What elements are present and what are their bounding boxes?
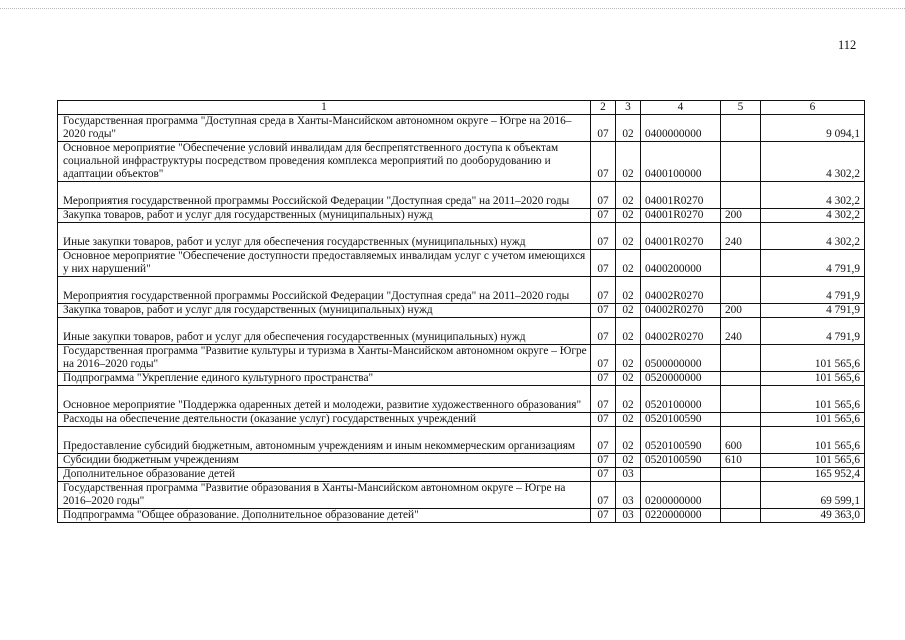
table-row xyxy=(58,223,865,250)
cell-name: Государственная программа "Доступная среда в Ханты-Мансийском автономном округе – Югре на 2016–2020 годы" xyxy=(58,115,591,142)
cell-subsection: 02 xyxy=(616,386,641,413)
cell-amount: 4 791,9 xyxy=(761,277,865,304)
cell-name: Основное мероприятие "Обеспечение доступности предоставляемых инвалидам услуг с учетом имеющихся у них нарушений" xyxy=(58,250,591,277)
table-row xyxy=(58,182,865,209)
table-row xyxy=(58,454,865,468)
cell-subsection: 02 xyxy=(616,427,641,454)
cell-target: 04001R0270 xyxy=(641,209,721,223)
cell-section: 07 xyxy=(591,427,616,454)
budget-table xyxy=(57,100,865,523)
cell-section: 07 xyxy=(591,509,616,523)
cell-section: 07 xyxy=(591,386,616,413)
cell-subsection: 02 xyxy=(616,115,641,142)
cell-name: Расходы на обеспечение деятельности (оказание услуг) государственных учреждений xyxy=(58,413,591,427)
table-header-row xyxy=(58,101,865,115)
cell-section: 07 xyxy=(591,182,616,209)
cell-amount: 165 952,4 xyxy=(761,468,865,482)
cell-subsection: 02 xyxy=(616,209,641,223)
cell-type xyxy=(721,468,761,482)
cell-target: 04001R0270 xyxy=(641,223,721,250)
cell-target: 0200000000 xyxy=(641,482,721,509)
table-row xyxy=(58,142,865,182)
cell-name: Подпрограмма "Укрепление единого культурного пространства" xyxy=(58,372,591,386)
cell-target: 0220000000 xyxy=(641,509,721,523)
cell-type: 200 xyxy=(721,304,761,318)
cell-amount: 4 302,2 xyxy=(761,182,865,209)
cell-target: 04002R0270 xyxy=(641,318,721,345)
cell-subsection: 03 xyxy=(616,468,641,482)
cell-amount: 101 565,6 xyxy=(761,386,865,413)
cell-amount: 9 094,1 xyxy=(761,115,865,142)
cell-section: 07 xyxy=(591,345,616,372)
cell-subsection: 03 xyxy=(616,509,641,523)
cell-section: 07 xyxy=(591,413,616,427)
cell-amount: 4 791,9 xyxy=(761,304,865,318)
table-row xyxy=(58,115,865,142)
cell-target: 0520100590 xyxy=(641,413,721,427)
cell-target: 0500000000 xyxy=(641,345,721,372)
cell-type xyxy=(721,142,761,182)
cell-type: 600 xyxy=(721,427,761,454)
cell-type xyxy=(721,386,761,413)
cell-type: 240 xyxy=(721,318,761,345)
cell-target: 04002R0270 xyxy=(641,277,721,304)
cell-subsection: 02 xyxy=(616,250,641,277)
table-row xyxy=(58,413,865,427)
table-row xyxy=(58,427,865,454)
cell-name: Подпрограмма "Общее образование. Дополнительное образование детей" xyxy=(58,509,591,523)
cell-section: 07 xyxy=(591,223,616,250)
cell-amount: 101 565,6 xyxy=(761,372,865,386)
cell-amount: 4 302,2 xyxy=(761,209,865,223)
cell-subsection: 02 xyxy=(616,413,641,427)
cell-name: Основное мероприятие "Поддержка одаренных детей и молодежи, развитие художественного образования" xyxy=(58,386,591,413)
cell-name: Мероприятия государственной программы Российской Федерации "Доступная среда" на 2011–2020 годы xyxy=(58,182,591,209)
cell-amount: 4 302,2 xyxy=(761,223,865,250)
header-cell-type: 5 xyxy=(721,101,761,115)
cell-name: Предоставление субсидий бюджетным, автономным учреждениям и иным некоммерческим организациям xyxy=(58,427,591,454)
cell-target: 0520000000 xyxy=(641,372,721,386)
cell-subsection: 02 xyxy=(616,142,641,182)
cell-amount: 4 791,9 xyxy=(761,250,865,277)
cell-target: 04002R0270 xyxy=(641,304,721,318)
cell-type: 240 xyxy=(721,223,761,250)
cell-subsection: 02 xyxy=(616,345,641,372)
cell-section: 07 xyxy=(591,142,616,182)
table-row xyxy=(58,277,865,304)
header-cell-name: 1 xyxy=(58,101,591,115)
cell-target: 0520100590 xyxy=(641,454,721,468)
cell-amount: 101 565,6 xyxy=(761,413,865,427)
cell-amount: 69 599,1 xyxy=(761,482,865,509)
cell-name: Государственная программа "Развитие образования в Ханты-Мансийском автономном округе – Югре на 2016–2020 годы" xyxy=(58,482,591,509)
cell-type xyxy=(721,413,761,427)
cell-type: 200 xyxy=(721,209,761,223)
cell-subsection: 02 xyxy=(616,304,641,318)
table-row xyxy=(58,345,865,372)
header-cell-amount: 6 xyxy=(761,101,865,115)
cell-section: 07 xyxy=(591,209,616,223)
table-row xyxy=(58,304,865,318)
cell-amount: 4 302,2 xyxy=(761,142,865,182)
scan-top-rule xyxy=(0,8,905,9)
cell-section: 07 xyxy=(591,115,616,142)
table-row xyxy=(58,250,865,277)
table-row xyxy=(58,318,865,345)
table-row xyxy=(58,509,865,523)
cell-section: 07 xyxy=(591,318,616,345)
cell-target: 0400000000 xyxy=(641,115,721,142)
cell-target: 0520100000 xyxy=(641,386,721,413)
cell-type xyxy=(721,182,761,209)
cell-amount: 4 791,9 xyxy=(761,318,865,345)
cell-type xyxy=(721,115,761,142)
header-cell-section: 2 xyxy=(591,101,616,115)
cell-subsection: 02 xyxy=(616,372,641,386)
table-row xyxy=(58,372,865,386)
cell-name: Мероприятия государственной программы Российской Федерации "Доступная среда" на 2011–2020 годы xyxy=(58,277,591,304)
header-cell-subsection: 3 xyxy=(616,101,641,115)
cell-target: 0400100000 xyxy=(641,142,721,182)
cell-name: Основное мероприятие "Обеспечение условий инвалидам для беспрепятственного доступа к объектам социальной инфраструктуры посредством проведения комплекса мероприятий по дооборудованию и адаптации объектов" xyxy=(58,142,591,182)
cell-section: 07 xyxy=(591,468,616,482)
table-row xyxy=(58,209,865,223)
cell-section: 07 xyxy=(591,372,616,386)
cell-subsection: 02 xyxy=(616,318,641,345)
cell-name: Дополнительное образование детей xyxy=(58,468,591,482)
cell-type xyxy=(721,509,761,523)
cell-section: 07 xyxy=(591,277,616,304)
cell-target xyxy=(641,468,721,482)
cell-section: 07 xyxy=(591,250,616,277)
cell-subsection: 02 xyxy=(616,223,641,250)
cell-subsection: 02 xyxy=(616,182,641,209)
cell-target: 0400200000 xyxy=(641,250,721,277)
cell-section: 07 xyxy=(591,304,616,318)
cell-name: Иные закупки товаров, работ и услуг для обеспечения государственных (муниципальных) нужд xyxy=(58,318,591,345)
cell-type: 610 xyxy=(721,454,761,468)
cell-type xyxy=(721,277,761,304)
cell-type xyxy=(721,482,761,509)
cell-subsection: 03 xyxy=(616,482,641,509)
cell-name: Закупка товаров, работ и услуг для государственных (муниципальных) нужд xyxy=(58,209,591,223)
cell-amount: 101 565,6 xyxy=(761,427,865,454)
cell-name: Закупка товаров, работ и услуг для государственных (муниципальных) нужд xyxy=(58,304,591,318)
cell-subsection: 02 xyxy=(616,454,641,468)
cell-section: 07 xyxy=(591,482,616,509)
header-cell-target: 4 xyxy=(641,101,721,115)
cell-type xyxy=(721,345,761,372)
table-row xyxy=(58,468,865,482)
cell-amount: 101 565,6 xyxy=(761,454,865,468)
cell-section: 07 xyxy=(591,454,616,468)
cell-target: 04001R0270 xyxy=(641,182,721,209)
cell-type xyxy=(721,250,761,277)
cell-amount: 49 363,0 xyxy=(761,509,865,523)
cell-amount: 101 565,6 xyxy=(761,345,865,372)
page-number: 112 xyxy=(838,38,857,52)
cell-name: Государственная программа "Развитие культуры и туризма в Ханты-Мансийском автономном округе – Югре на 2016–2020 годы" xyxy=(58,345,591,372)
table-row xyxy=(58,482,865,509)
table-row xyxy=(58,386,865,413)
cell-type xyxy=(721,372,761,386)
cell-subsection: 02 xyxy=(616,277,641,304)
cell-name: Иные закупки товаров, работ и услуг для обеспечения государственных (муниципальных) нужд xyxy=(58,223,591,250)
cell-target: 0520100590 xyxy=(641,427,721,454)
cell-name: Субсидии бюджетным учреждениям xyxy=(58,454,591,468)
